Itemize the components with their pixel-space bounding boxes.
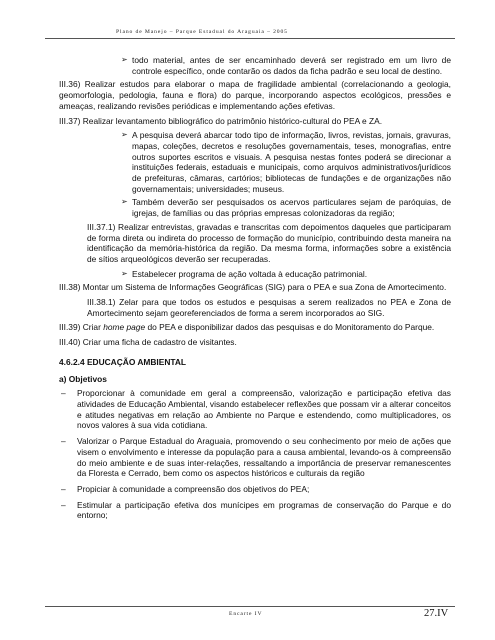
bullet-item [121, 269, 451, 280]
arrow-bullet-icon: ➢ [121, 130, 128, 140]
paragraph-iii-37-1: III.37.1) Realizar entrevistas, gravadas e transcritas com depoimentos daqueles que participaram de forma direta ou indireta do processo de formação do município, contribuindo desta maneira na identificação da memória-histórica da região. Da mesma forma, informações sobre a existência de sítios arqueológicos deverão ser recuperadas. [87, 221, 451, 264]
objective-item [59, 388, 451, 431]
objective-item [59, 484, 451, 495]
bullet-text: todo material, antes de ser encaminhado deverá ser registrado em um livro de controle específico, onde contarão os dados da ficha padrão e seu local de destino. [132, 55, 451, 76]
dash-bullet-icon: – [61, 483, 66, 494]
objective-text: Propiciar à comunidade a compreensão dos objetivos do PEA; [77, 483, 310, 494]
objective-text: Valorizar o Parque Estadual do Araguaia, promovendo o seu conhecimento por meio de ações que visem o envolvimento e interesse da população para a causa ambiental, levando-os à compreensão do meio ambiente e de suas inter-relações, ressaltando a importância de preservar remanescentes da Floresta e Cerrado, bem como os aspectos históricos e culturais da região [77, 436, 451, 479]
bullet-text: Também deverão ser pesquisados os acervos particulares sejam de paróquias, de igrejas, de famílias ou das próprias empresas colonizadoras da região; [132, 197, 451, 219]
footer-label: Encarte IV [229, 611, 263, 617]
footer-rule [45, 606, 455, 607]
page-content [59, 55, 451, 526]
dash-bullet-icon: – [61, 388, 66, 399]
paragraph-iii-38-1: III.38.1) Zelar para que todos os estudos e pesquisas a serem realizados no PEA e Zona de Amortecimento sejam georeferenciados de forma a serem incorporados ao SIG. [87, 297, 451, 318]
objective-item [59, 436, 451, 479]
paragraph-iii-39-end: do PEA e disponibilizar dados das pesquisas e do Monitoramento do Parque. [145, 322, 435, 333]
paragraph-iii-40: III.40) Criar uma ficha de cadastro de visitantes. [59, 337, 237, 348]
paragraph-iii-38: III.38) Montar um Sistema de Informações Geográficas (SIG) para o PEA e sua Zona de Amortecimento. [59, 282, 447, 293]
paragraph-iii-39-start: III.39) Criar [59, 322, 104, 333]
arrow-bullet-icon: ➢ [121, 268, 128, 278]
home-page-term: home page [103, 322, 146, 333]
arrow-bullet-icon: ➢ [121, 197, 128, 207]
dash-bullet-icon: – [61, 499, 66, 510]
header-rule [45, 38, 455, 39]
objective-item [59, 500, 451, 521]
bullet-item [121, 55, 451, 76]
objective-text: Proporcionar à comunidade em geral a compreensão, valorização e participação efetiva das atividades de Educação Ambiental, visando estabelecer reflexões que possam vir a alterar conceitos e atitudes negativas em relação ao Ambiente no Parque e estendendo, como multiplicadores, os novos valores à sua vida cotidiana. [77, 388, 451, 431]
paragraph-iii-39 [59, 322, 451, 333]
dash-bullet-icon: – [61, 436, 66, 447]
bullet-text: A pesquisa deverá abarcar todo tipo de informação, livros, revistas, jornais, gravuras, mapas, coleções, decretos e resoluções governamentais, teses, monografias, entre outros suportes escritos e visuais. A pesquisa nestas fontes poderá se direcionar a instituições federais, estaduais e municipais, como arquivos administrativos/jurídicos de prefeituras, câmaras, cartórios; bibliotecas de fundações e de organizações não governamentais; universidades; museus. [132, 130, 451, 194]
paragraph-iii-36: III.36) Realizar estudos para elaborar o mapa de fragilidade ambiental (correlacionando a geologia, geomorfologia, pedologia, fauna e flora) do parque, incorporando aspectos ecológicos, pressões e ameaças, realizando revisões periódicas e implementando ações efetivas. [59, 79, 451, 111]
objective-text: Estimular a participação efetiva dos munícipes em programas de conservação do Parque e do entorno; [77, 499, 451, 521]
paragraph-iii-37: III.37) Realizar levantamento bibliográfico do patrimônio histórico-cultural do PEA e ZA. [59, 115, 383, 126]
page-number: 27.IV [424, 608, 449, 619]
page-header: Plano de Manejo – Parque Estadual do Araguaia – 2005 [116, 29, 288, 35]
section-title: 4.6.2.4 EDUCAÇÃO AMBIENTAL [59, 356, 187, 367]
bullet-text: Estabelecer programa de ação voltada à educação patrimonial. [132, 268, 368, 279]
bullet-item [121, 130, 451, 194]
bullet-item [121, 197, 451, 218]
subsection-title: a) Objetivos [59, 373, 107, 384]
arrow-bullet-icon: ➢ [121, 55, 128, 64]
